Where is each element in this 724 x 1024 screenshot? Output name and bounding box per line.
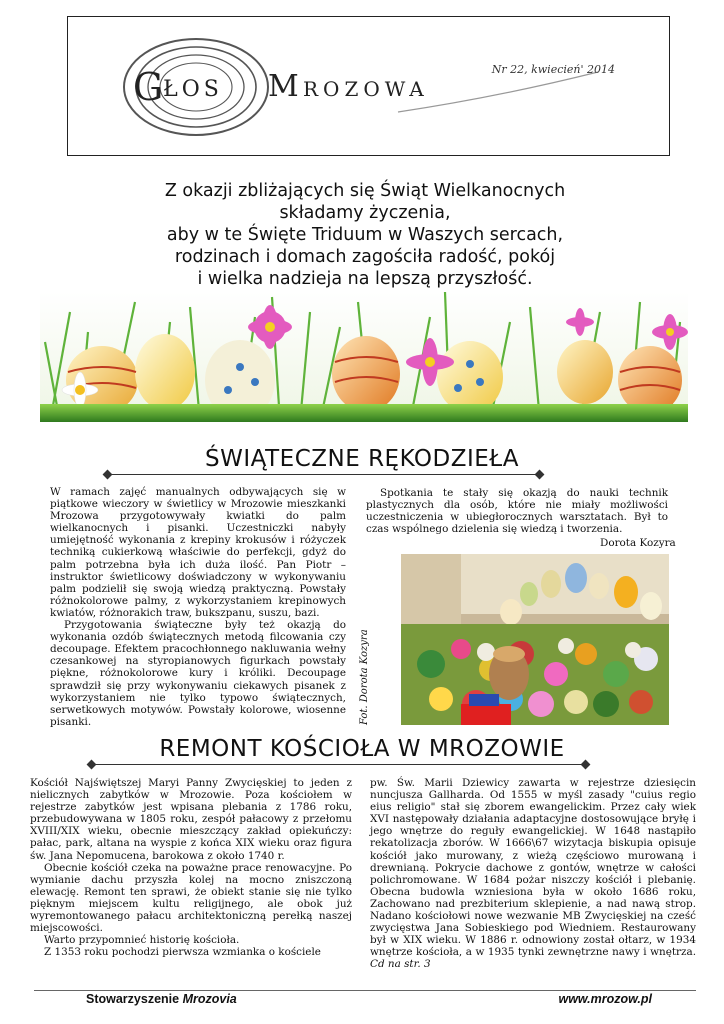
continued-note: Cd na str. 3: [370, 958, 431, 971]
footer-rule: [34, 990, 696, 991]
masthead-box: [67, 16, 670, 156]
photo-caption: [359, 600, 373, 725]
photo-credit: Fot. Dorota Kozyra: [359, 629, 370, 725]
section-title-church-renovation: REMONT KOŚCIOŁA W MROZOWIE: [159, 736, 565, 762]
easter-greeting: [100, 180, 630, 290]
org-prefix: Stowarzyszenie: [86, 992, 183, 1006]
svg-text:ŁOS: ŁOS: [163, 77, 223, 102]
paragraph: Kościół Najświętszej Maryi Panny Zwycięskiej to jeden z nielicznych zabytków w Mrozowie. Poza kościołem w rejestrze zabytków jest wpisana plebania z 1786 roku, przebudowywana w 1805 roku, zespół pałacowy z przełomu XVIII/XIX wieku, obecnie mieszczący zakład opiekuńczy: pałac, park, altana na wyspie z końca XIX wieku oraz figura św. Jana Nepomucena, barokowa z około 1740 r.: [30, 777, 352, 862]
handicrafts-right-column: Spotkania te stały się okazją do nauki technik plastycznych dla osób, które nie miały możliwości uczestniczenia w ubiegłorocznych warsztatach. Był to czas wspólnego dzielenia się wiedzą i tworzenia.: [366, 487, 668, 536]
church-right-column: [370, 777, 696, 971]
paragraph: Obecnie kościół czeka na poważne prace renowacyjne. Po wymianie dachu przyszła kolej na mocno zniszczoną elewację. Remont ten sprawi, że obiekt stanie się nie tylko pięknym miejscem kultu religijnego, ale obok już wyremontowanego pałacu architektoniczną perełką naszej miejscowości.: [30, 861, 352, 935]
footer-organization: [86, 992, 237, 1006]
palms-photo: [401, 554, 669, 725]
masthead-logo: [68, 17, 668, 155]
org-name: Mrozovia: [182, 992, 237, 1006]
greeting-line: i wielka nadzieja na lepszą przyszłość.: [197, 269, 533, 289]
greeting-line: składamy życzenia,: [279, 203, 451, 223]
author: Dorota Kozyra: [600, 537, 676, 549]
issue-number: Nr 22, kwiecień' 2014: [491, 63, 615, 76]
greeting-line: Z okazji zbliżających się Świąt Wielkanocnych: [164, 181, 566, 201]
handicrafts-left-column: [50, 486, 346, 728]
svg-text:M: M: [268, 69, 301, 104]
paragraph: pw. Św. Marii Dziewicy zawarta w rejestrze dziesięcin nuncjusza Gallharda. Od 1555 w myśl zasady "cuius regio eius religio" stał się zborem ewangelickim. Przez cały wiek XVI następowały działania adaptacyjne dostosowujące bryłę i jego wnętrze do reguły ewangelickiej. W 1648 nastąpiło rekatolizacja zborów. W 1666\67 wizytacja biskupia opisuje kościół jako murowany, z wieżą częściowo murowaną i drewnianą. Pokrycie dachowe z gontów, wnętrze w całości polichromowane. W 1684 pożar niszczy kościół i plebanię. Obecna budowla wzniesiona była w około 1686 roku, Zachowano nad prezbiterium sklepienie, a nad nawą strop. Nadano kościołowi nowe wezwanie MB Zwycięskiej na cześć zwycięstwa Jana Sobieskiego pod Wiedniem. Restaurowany był w XIX wieku. W 1886 r. odnowiony został ołtarz, w 1934 wnętrze kościoła, a w 1935 tynki zewnętrzne nawy i wnętrza.: [370, 777, 696, 959]
footer-website-link[interactable]: www.mrozow.pl: [558, 992, 652, 1006]
title-underline: [108, 474, 540, 475]
svg-text:ROZOWA: ROZOWA: [303, 77, 429, 101]
paragraph: W ramach zajęć manualnych odbywających się w piątkowe wieczory w świetlicy w Mrozowie mieszkanki Mrozowa przygotowywały kwiatki do palm wielkanocnych i pisanki. Uczestniczki nabyły umiejętność wykonania z krepiny krokusów i różyczek techniką cukierkową właściwie do perfekcji, gdyż do palm potrzebna była ich duża ilość. Pan Piotr – instruktor świetlicowy doświadczony w wykonywaniu palm podzielił się swoją wiedzą praktyczną. Powstały różnokolorowe palmy, z wykorzystaniem krepinowych kwiatów, różnorakich traw, bukszpanu, suszu, bazi.: [50, 486, 346, 619]
greeting-line: aby w te Święte Triduum w Waszych sercach,: [166, 225, 564, 245]
paragraph: Z 1353 roku pochodzi pierwsza wzmianka o kościele: [44, 946, 321, 959]
paragraph: Warto przypomnieć historię kościoła.: [44, 934, 240, 947]
section-title-handicrafts: ŚWIĄTECZNE RĘKODZIEŁA: [205, 446, 519, 472]
paragraph: Przygotowania świąteczne były też okazją do wykonania ozdób świątecznych metodą filcowania czy decoupage. Efektem pracochłonnego nakluwania wełny czesankowej na styropianowych figurkach powstały piękne, różnokolorowe kury i króliki. Decoupage sprawdził się przy wykonywaniu ciekawych pisanek z wykorzystaniem nie tylko typowo świątecznych, serwetkowych motywów. Powstały kolorowe, wiosenne pisanki.: [50, 619, 346, 728]
svg-text:G: G: [133, 65, 166, 109]
title-underline: [92, 764, 586, 765]
easter-banner-image: [40, 292, 688, 422]
greeting-line: rodzinach i domach zagościła radość, pokój: [174, 247, 556, 267]
church-left-column: [30, 777, 352, 958]
